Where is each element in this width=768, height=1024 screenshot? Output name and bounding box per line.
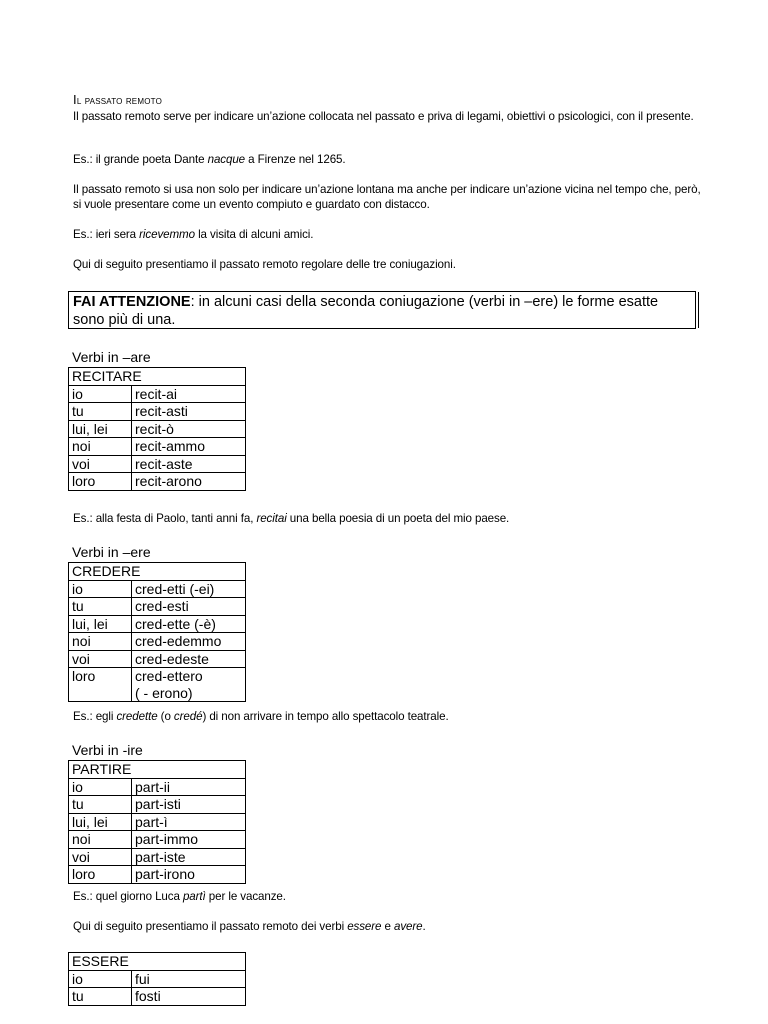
table-row xyxy=(69,796,246,814)
person-cell: tu xyxy=(69,403,132,421)
person-cell: io xyxy=(69,580,132,598)
form-line: ( - erono) xyxy=(135,684,193,701)
person-cell: voi xyxy=(69,455,132,473)
form-cell: fosti xyxy=(132,988,246,1006)
table-credere xyxy=(68,562,246,702)
table-row xyxy=(69,473,246,491)
example-dante xyxy=(73,153,703,168)
irregular-verbs-intro xyxy=(73,920,426,933)
example-verb: partì xyxy=(182,890,206,903)
title-initial: I xyxy=(73,92,77,107)
table-row xyxy=(69,988,246,1006)
person-cell: noi xyxy=(69,438,132,456)
table-row xyxy=(69,455,246,473)
person-cell: io xyxy=(69,778,132,796)
person-cell: noi xyxy=(69,831,132,849)
table-row xyxy=(69,848,246,866)
form-cell: recit-arono xyxy=(132,473,246,491)
example-recitare xyxy=(73,512,509,525)
example-text: a Firenze nel 1265. xyxy=(245,153,346,166)
person-cell: noi xyxy=(69,633,132,651)
form-cell xyxy=(132,668,246,702)
person-cell: lui, lei xyxy=(69,615,132,633)
person-cell: voi xyxy=(69,650,132,668)
table-row xyxy=(69,650,246,668)
example-text: Es.: quel giorno Luca xyxy=(73,890,183,903)
form-cell: part-ì xyxy=(132,813,246,831)
example-credere xyxy=(73,710,449,723)
example-text: e xyxy=(381,920,394,933)
example-text: Es.: egli xyxy=(73,710,117,723)
form-cell: cred-ette (-è) xyxy=(132,615,246,633)
form-cell: cred-etti (-ei) xyxy=(132,580,246,598)
table-verb-header: CREDERE xyxy=(69,563,246,581)
form-cell: cred-edemmo xyxy=(132,633,246,651)
attention-box xyxy=(68,291,696,329)
person-cell: loro xyxy=(69,668,132,702)
attention-label: FAI ATTENZIONE xyxy=(73,294,191,310)
usage-paragraph: Il passato remoto si usa non solo per indicare un’azione lontana ma anche per indicare un’azione vicina nel tempo che, però, si vuole presentare come un evento compiuto e guardato con distacco. xyxy=(73,183,701,211)
table-row xyxy=(69,403,246,421)
form-cell: part-ii xyxy=(132,778,246,796)
form-cell: recit-aste xyxy=(132,455,246,473)
form-cell: recit-asti xyxy=(132,403,246,421)
table-row xyxy=(69,813,246,831)
form-cell: part-irono xyxy=(132,866,246,884)
form-cell: recit-ai xyxy=(132,385,246,403)
table-row xyxy=(69,778,246,796)
example-verb: recitai xyxy=(256,512,287,525)
table-row xyxy=(69,633,246,651)
example-verb: essere xyxy=(347,920,382,933)
form-cell: part-immo xyxy=(132,831,246,849)
table-verb-header: RECITARE xyxy=(69,368,246,386)
form-cell: cred-esti xyxy=(132,598,246,616)
example-text: Es.: ieri sera xyxy=(73,228,140,241)
example-partire xyxy=(73,890,286,903)
table-row xyxy=(69,970,246,988)
table-row xyxy=(69,598,246,616)
table-row xyxy=(69,438,246,456)
example-verb: ricevemmo xyxy=(139,228,195,241)
table-partire xyxy=(68,760,246,884)
example-text: ) di non arrivare in tempo allo spettacolo teatrale. xyxy=(202,710,449,723)
page-title xyxy=(73,92,162,107)
intro-paragraph: Il passato remoto serve per indicare un’azione collocata nel passato e priva di legami, obiettivi o psicologici, con il presente. xyxy=(73,110,694,123)
person-cell: tu xyxy=(69,796,132,814)
table-essere xyxy=(68,952,246,1006)
table-row xyxy=(69,668,246,702)
person-cell: io xyxy=(69,970,132,988)
example-text: Es.: il grande poeta Dante xyxy=(73,153,208,166)
example-text: per le vacanze. xyxy=(205,890,286,903)
example-friends xyxy=(73,228,703,243)
conjugations-intro: Qui di seguito presentiamo il passato remoto regolare delle tre coniugazioni. xyxy=(73,258,456,271)
section-ire-label: Verbi in -ire xyxy=(72,742,143,758)
person-cell: loro xyxy=(69,866,132,884)
example-text: . xyxy=(422,920,426,933)
form-cell: recit-ammo xyxy=(132,438,246,456)
form-cell: recit-ò xyxy=(132,420,246,438)
form-line: cred-ettero xyxy=(135,668,203,684)
table-row xyxy=(69,385,246,403)
person-cell: lui, lei xyxy=(69,813,132,831)
person-cell: voi xyxy=(69,848,132,866)
title-rest: l passato remoto xyxy=(76,95,162,107)
table-row xyxy=(69,866,246,884)
table-row xyxy=(69,420,246,438)
example-text: Es.: alla festa di Paolo, tanti anni fa, xyxy=(73,512,257,525)
example-verb: credé xyxy=(173,710,203,723)
attention-text: : in alcuni casi della seconda coniugazione (verbi in –ere) le forme esatte sono più di una. xyxy=(73,294,659,328)
form-cell: part-isti xyxy=(132,796,246,814)
person-cell: tu xyxy=(69,988,132,1006)
table-row xyxy=(69,831,246,849)
section-are-label: Verbi in –are xyxy=(72,349,151,365)
section-ere-label: Verbi in –ere xyxy=(72,544,151,560)
person-cell: io xyxy=(69,385,132,403)
example-text: Qui di seguito presentiamo il passato remoto dei verbi xyxy=(73,920,348,933)
example-text: la visita di alcuni amici. xyxy=(194,228,314,241)
table-row xyxy=(69,580,246,598)
person-cell: loro xyxy=(69,473,132,491)
person-cell: tu xyxy=(69,598,132,616)
form-cell: cred-edeste xyxy=(132,650,246,668)
example-text: una bella poesia di un poeta del mio paese. xyxy=(286,512,510,525)
table-verb-header: PARTIRE xyxy=(69,761,246,779)
table-row xyxy=(69,615,246,633)
table-recitare xyxy=(68,367,246,491)
example-verb: credette xyxy=(116,710,158,723)
example-text: (o xyxy=(157,710,174,723)
form-cell: fui xyxy=(132,970,246,988)
example-verb: nacque xyxy=(207,153,246,166)
table-verb-header: ESSERE xyxy=(69,953,246,971)
person-cell: lui, lei xyxy=(69,420,132,438)
example-verb: avere xyxy=(393,920,423,933)
form-cell: part-iste xyxy=(132,848,246,866)
